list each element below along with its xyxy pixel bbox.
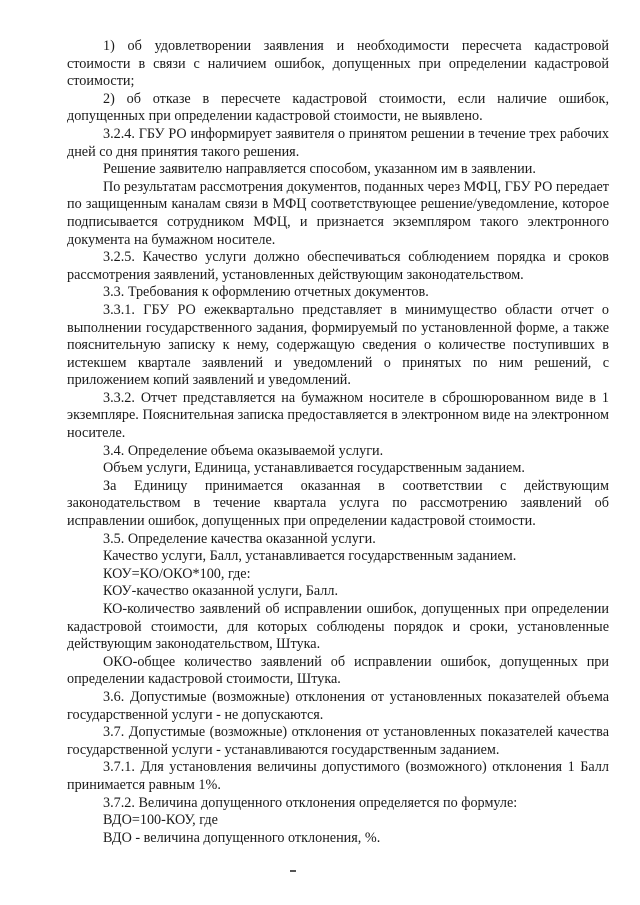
heading-3-3: 3.3. Требования к оформлению отчетных документов.: [103, 284, 429, 301]
paragraph-3-7: 3.7. Допустимые (возможные) отклонения от установленных показателей качества государственной услуги - устанавливаются государственным заданием.: [67, 724, 609, 758]
paragraph-quality-score: Качество услуги, Балл, устанавливается государственным заданием.: [103, 548, 517, 565]
definition-vdo: ВДО - величина допущенного отклонения, %.: [103, 829, 381, 846]
paragraph-3-6: 3.6. Допустимые (возможные) отклонения от установленных показателей объема государственной услуги - не допускаются.: [67, 688, 609, 723]
formula-vdo: ВДО=100-КОУ, где: [103, 812, 218, 829]
definition-oko: ОКО-общее количество заявлений об исправлении ошибок, допущенных при определении кадастровой стоимости, Штука.: [67, 653, 609, 688]
paragraph-3-7-2: 3.7.2. Величина допущенного отклонения определяется по формуле:: [103, 794, 518, 811]
paragraph-3-3-1: 3.3.1. ГБУ РО ежеквартально представляет в минимущество области отчет о выполнении государственного задания, формируемый по установленной форме, а также пояснительную записку к нему, содержащую сведения о количестве поступивших в истекшем квартале заявлений и уведомлений о принятых по ним решений, с приложением копий заявлений и уведомлений.: [67, 301, 609, 389]
paragraph-volume-unit: Объем услуги, Единица, устанавливается государственным заданием.: [103, 460, 525, 477]
paragraph-3-3-2: 3.3.2. Отчет представляется на бумажном носителе в сброшюрованном виде в 1 экземпляре. Пояснительная записка предоставляется в электронном виде на электронном носителе.: [67, 389, 609, 442]
paragraph-mfc-results: По результатам рассмотрения документов, поданных через МФЦ, ГБУ РО передает по защищенным каналам связи в МФЦ соответствующее решение/уведомление, которое подписывается сотрудником МФЦ, и признается экземпляром такого электронного документа на бумажном носителе.: [67, 178, 609, 248]
paragraph-3-7-1: 3.7.1. Для установления величины допустимого (возможного) отклонения 1 Балл принимается равным 1%.: [67, 759, 609, 793]
paragraph-decision-2: 2) об отказе в пересчете кадастровой стоимости, если наличие ошибок, допущенных при определении кадастровой стоимости, не выявлено.: [67, 90, 609, 125]
paragraph-3-2-5: 3.2.5. Качество услуги должно обеспечиваться соблюдением порядка и сроков рассмотрения заявлений, установленных действующим законодательством.: [67, 249, 609, 283]
paragraph-decision-delivery: Решение заявителю направляется способом, указанном им в заявлении.: [103, 161, 536, 178]
formula-kou: КОУ=КО/ОКО*100, где:: [103, 565, 251, 582]
paragraph-3-2-4: 3.2.4. ГБУ РО информирует заявителя о принятом решении в течение трех рабочих дней со дня принятия такого решения.: [67, 125, 609, 160]
paragraph-decision-1: 1) об удовлетворении заявления и необходимости пересчета кадастровой стоимости в связи с наличием ошибок, допущенных при определении кадастровой стоимости;: [67, 38, 609, 90]
document-body: [67, 38, 609, 847]
heading-3-5: 3.5. Определение качества оказанной услуги.: [103, 530, 376, 547]
paragraph-unit-definition: За Единицу принимается оказанная в соответствии с действующим законодательством в течение квартала услуга по рассмотрению заявлений об исправлении ошибок, допущенных при определении кадастровой стоимости.: [67, 477, 609, 530]
page-mark: [290, 870, 296, 872]
definition-ko: КО-количество заявлений об исправлении ошибок, допущенных при определении кадастровой стоимости, для которых соблюдены порядок и сроки, установленные действующим законодательством, Штука.: [67, 601, 609, 653]
heading-3-4: 3.4. Определение объема оказываемой услуги.: [103, 442, 384, 459]
definition-kou: КОУ-качество оказанной услуги, Балл.: [103, 583, 338, 600]
